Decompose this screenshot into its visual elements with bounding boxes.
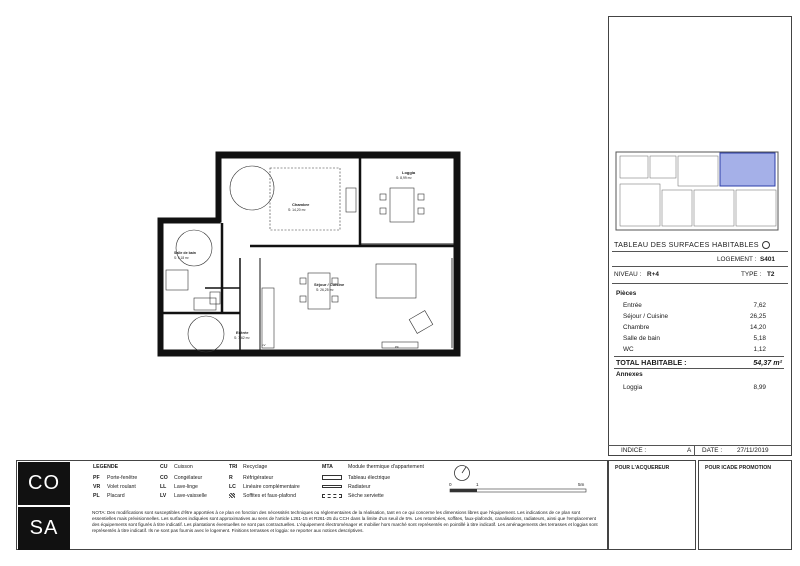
armchair xyxy=(409,311,433,334)
wall-left-step xyxy=(158,218,220,223)
code-lv: LV xyxy=(262,343,266,347)
legend-item xyxy=(160,493,207,499)
wall-left-lower xyxy=(158,218,163,356)
indice-value: A xyxy=(687,447,692,454)
piece-name: Séjour / Cuisine xyxy=(623,313,669,320)
legend-item xyxy=(229,464,267,470)
wall-right xyxy=(454,152,460,356)
acquereur-label: POUR L'ACQUEREUR xyxy=(615,465,670,471)
radiator-icon xyxy=(322,485,342,488)
logo-cosa-top: CO xyxy=(18,462,70,505)
legend-text: Lave-linge xyxy=(174,484,198,490)
towel-dryer-icon xyxy=(322,494,342,498)
indice-divider xyxy=(608,445,792,446)
indice-date-divider xyxy=(694,445,695,456)
legend-item xyxy=(322,484,371,490)
keyplan-unit-e xyxy=(694,190,734,226)
floor-plan xyxy=(150,148,470,363)
table-title-text: TABLEAU DES SURFACES HABITABLES xyxy=(614,240,759,249)
legend-item xyxy=(93,475,137,481)
date-label: DATE : xyxy=(702,447,723,454)
type-label: TYPE : xyxy=(741,271,762,278)
type-value: T2 xyxy=(767,271,775,278)
table-title xyxy=(614,240,770,249)
legend-item xyxy=(160,464,193,470)
loggia-chair-1 xyxy=(380,194,386,200)
code-pf: PF xyxy=(395,345,399,349)
piece-area: 26,25 xyxy=(750,313,766,320)
legend-text: Linéaire complémentaire xyxy=(243,484,300,490)
legend-code: PF xyxy=(93,475,100,481)
legend-code: LC xyxy=(229,484,236,490)
legend-text: Radiateur xyxy=(348,484,371,490)
annexe-area: 8,99 xyxy=(753,384,766,391)
logement-label: LOGEMENT : xyxy=(717,256,757,263)
legend-code: PL xyxy=(93,493,100,499)
north-compass-icon xyxy=(453,464,471,482)
legend-item xyxy=(93,484,136,490)
legend-item xyxy=(229,493,296,499)
room-area-bath: S: 5,18 m² xyxy=(174,256,189,260)
loggia-chair-4 xyxy=(418,208,424,214)
keyplan-unit-f xyxy=(736,190,776,226)
legend-text: Tableau électrique xyxy=(348,475,391,481)
divider xyxy=(612,251,788,252)
room-label-entree: Entrée xyxy=(236,330,249,335)
room-label-bath: Salle de bain xyxy=(174,251,196,255)
total-value: 54,37 m² xyxy=(753,358,782,367)
legend-code: CO xyxy=(160,475,168,481)
divider xyxy=(612,283,788,284)
legend-text: Lave-vaisselle xyxy=(174,493,207,499)
keyplan-unit-a xyxy=(620,156,648,178)
legend-item xyxy=(229,475,273,481)
indice-label: INDICE : xyxy=(621,447,647,454)
wall-bottom xyxy=(158,350,460,356)
bathtub-tray xyxy=(166,270,188,290)
legend-text: Sèche serviette xyxy=(348,493,384,499)
legend-item xyxy=(160,475,202,481)
legend-text: Porte-fenêtre xyxy=(107,475,138,481)
hatch-icon xyxy=(229,493,235,498)
piece-area: 14,20 xyxy=(750,324,766,331)
legend-text: Réfrigérateur xyxy=(243,475,274,481)
legend-text: Cuisson xyxy=(174,464,193,470)
piece-area: 1,12 xyxy=(753,346,766,353)
dining-chair-4 xyxy=(332,296,338,302)
date-value: 27/11/2019 xyxy=(737,447,769,454)
piece-area: 7,62 xyxy=(753,302,766,309)
legend-code: LV xyxy=(160,493,167,499)
room-label-loggia: Loggia xyxy=(402,170,416,175)
keyplan-unit-c xyxy=(620,184,660,226)
piece-name: Chambre xyxy=(623,324,650,331)
legend-code: R xyxy=(229,475,233,481)
kitchen-counter xyxy=(262,288,274,348)
legend-item xyxy=(160,484,198,490)
piece-name: Salle de bain xyxy=(623,335,660,342)
legend-item xyxy=(322,493,384,499)
room-area-sejour: S: 26,25 m² xyxy=(316,288,334,292)
compass-icon xyxy=(762,241,770,249)
scale-label-0: 0 xyxy=(449,482,452,487)
keyplan-unit-b xyxy=(650,156,676,178)
legend-text: Soffites et faux-plafond xyxy=(243,493,296,499)
tv-unit xyxy=(382,342,418,348)
legend-text: Recyclage xyxy=(243,464,268,470)
room-label-sejour: Séjour / Cuisine xyxy=(314,282,345,287)
annexe-name: Loggia xyxy=(623,384,643,391)
chambre-closet xyxy=(346,188,356,212)
bed xyxy=(270,168,340,230)
chambre-door-swing xyxy=(230,166,274,210)
scale-bar xyxy=(448,488,588,494)
pieces-heading: Pièces xyxy=(616,290,637,297)
piece-name: WC xyxy=(623,346,634,353)
key-plan xyxy=(614,150,782,232)
keyplan-highlight-s401 xyxy=(720,153,775,186)
logement-value: S401 xyxy=(760,256,775,263)
piece-area: 5,18 xyxy=(753,335,766,342)
room-area-chambre: S: 14,20 m² xyxy=(288,208,306,212)
legend-item xyxy=(229,484,300,490)
legend-title: LEGENDE xyxy=(93,464,119,470)
entry-door-swing xyxy=(188,316,224,352)
legend-code: MTA xyxy=(322,464,333,470)
legend-code: VR xyxy=(93,484,101,490)
annexes-heading: Annexes xyxy=(616,371,643,378)
piece-name: Entrée xyxy=(623,302,642,309)
legend-text: Placard xyxy=(107,493,125,499)
wall-chambre-left xyxy=(216,152,221,222)
niveau-value: R+4 xyxy=(647,271,659,278)
legend-code: TRI xyxy=(229,464,238,470)
shower xyxy=(176,230,212,266)
legend-code: LL xyxy=(160,484,167,490)
room-area-entree: S: 7,62 m² xyxy=(234,336,250,340)
scale-label-5: 5m xyxy=(578,482,585,487)
legend-text: Volet roulant xyxy=(107,484,136,490)
loggia-chair-3 xyxy=(418,194,424,200)
total-divider xyxy=(614,356,784,357)
niveau-label: NIVEAU : xyxy=(614,271,642,278)
total-divider xyxy=(614,368,784,369)
scale-label-1: 1 xyxy=(476,482,479,487)
wall-top-left xyxy=(216,152,460,158)
promotion-signature-box xyxy=(698,460,792,550)
legend-item xyxy=(322,464,424,470)
room-label-chambre: Chambre xyxy=(292,202,310,207)
legend-code: CU xyxy=(160,464,168,470)
loggia-table xyxy=(390,188,414,222)
electrical-panel-icon xyxy=(322,475,342,480)
legend-item xyxy=(322,475,390,481)
legend-item xyxy=(93,493,125,499)
promotion-label: POUR ICADE PROMOTION xyxy=(705,465,771,471)
loggia-chair-2 xyxy=(380,208,386,214)
keyplan-core xyxy=(678,156,718,186)
keyplan-unit-d xyxy=(662,190,692,226)
total-label: TOTAL HABITABLE : xyxy=(616,358,687,367)
dining-chair-1 xyxy=(300,278,306,284)
logo-cosa-bottom: SA xyxy=(18,507,70,550)
legend-box xyxy=(16,460,608,550)
acquereur-signature-box xyxy=(608,460,696,550)
legend-text: Congélateur xyxy=(174,475,203,481)
legal-note: NOTA: Des modifications sont susceptibles d'être apportées à ce plan en fonction des nécessités techniques ou réglementaires de la réalisation, tant en ce qui concerne les dimensions libres que l'équipement. Les indications de ce plan sont essentielles mais prévisionnelles. Les surfaces indiquées sont approximatives au sens de l'article L261-15 et R261-25 du CCH dans la limite d'un seuil de 5%. Les retombées, soffites, faux-plafonds, canalisations, radiateurs, ainsi que l'emplacement des équipements sont figurés à titre indicatif. Les plantations éventuelles ne sont pas contractuelles. L'équipement électroménager et mobilier hors marché sont représentés en pointillé à titre indicatif. Les aménagements des terrasses et loggias sont représentés à titre indicatif. Ils ne sont pas fournis avec le logement. Finitions terrasses et loggia: se reporter aux notices descriptives. xyxy=(92,510,598,533)
sofa xyxy=(376,264,416,298)
divider xyxy=(612,266,788,267)
room-area-loggia: S: 8,99 m² xyxy=(396,176,412,180)
dining-chair-2 xyxy=(300,296,306,302)
legend-text: Module thermique d'appartement xyxy=(348,464,424,470)
